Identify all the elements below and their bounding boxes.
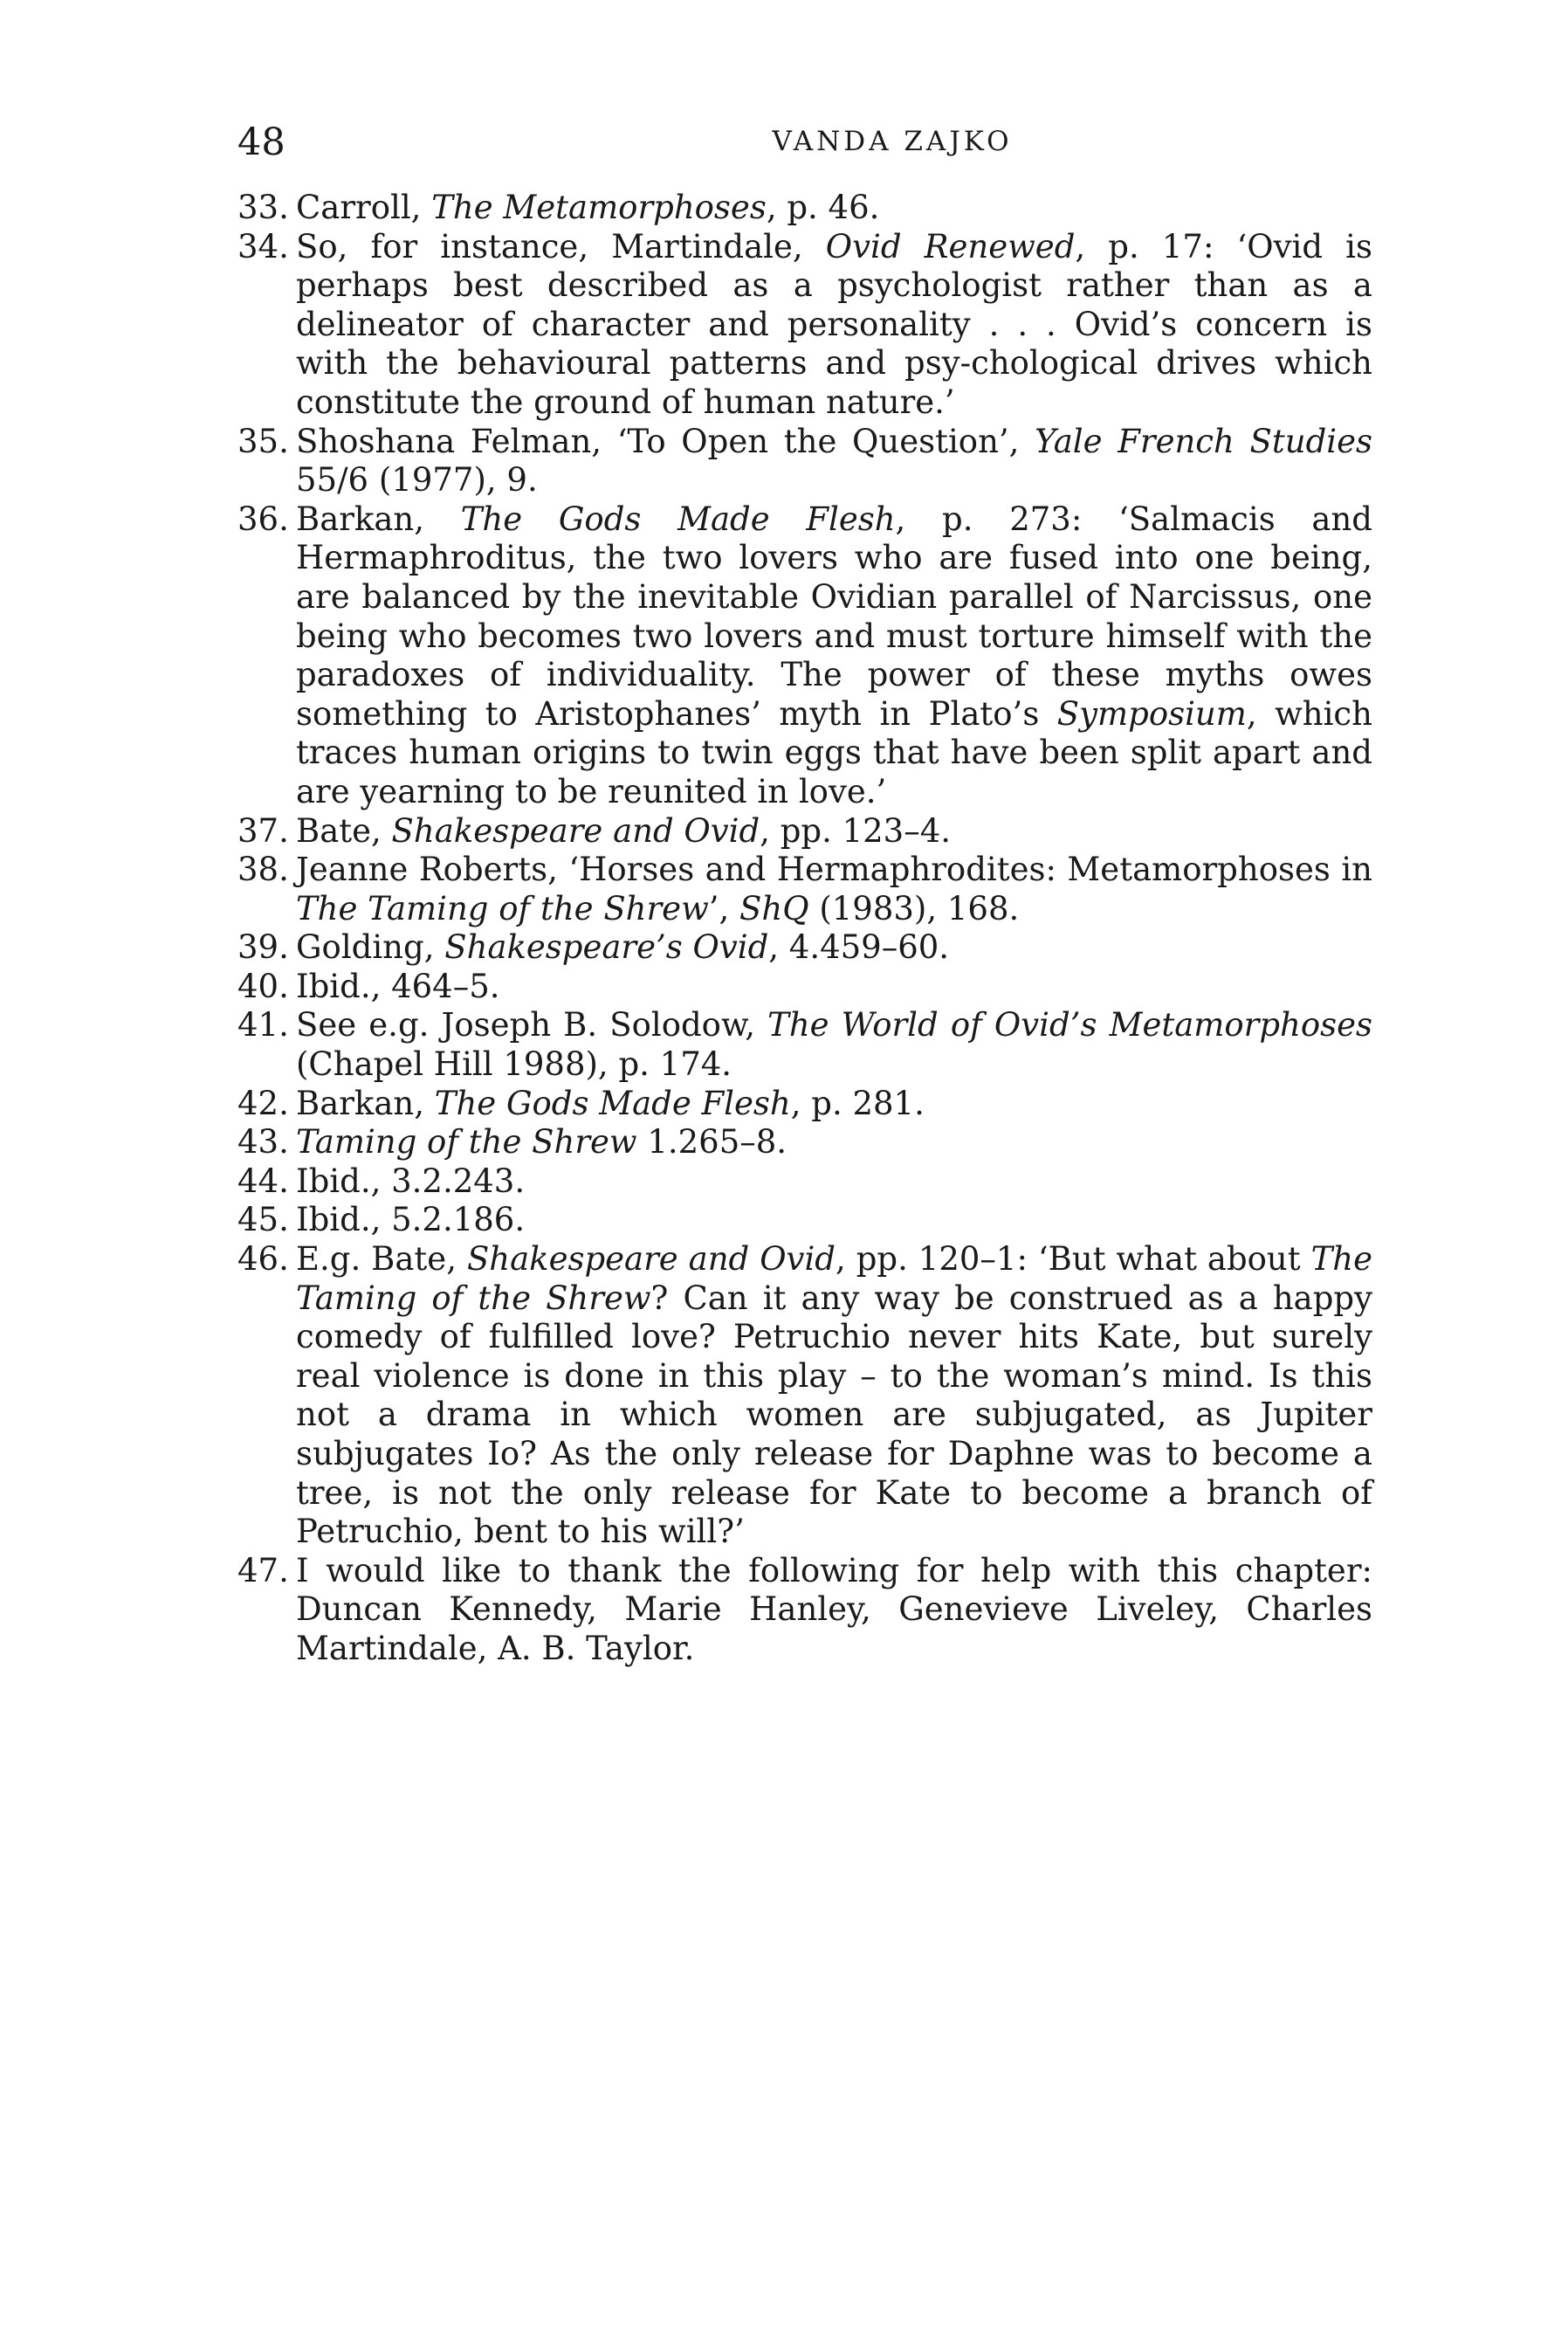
endnote-number: 44. <box>237 1162 289 1200</box>
endnote-text-segment: Barkan, <box>296 500 461 538</box>
endnote-text-segment: (Chapel Hill 1988), p. 174. <box>296 1045 732 1084</box>
endnote-text-segment: 55/6 (1977), 9. <box>296 461 538 500</box>
endnote-number: 33. <box>237 189 289 226</box>
endnote-text-segment: Shoshana Felman, ‘To Open the Question’, <box>296 422 1035 460</box>
endnote-text <box>296 928 949 966</box>
endnote-text-segment: , p. 17: ‘Ovid is perhaps best described as a psychologist rather than as a delineator of character and personality . . . Ovid’s concern is with the behavioural patterns and psy-chological drives which constitute the ground of human nature.’ <box>296 227 1373 421</box>
endnote-title-italic: Shakespeare and Ovid <box>391 811 760 850</box>
endnote-text <box>296 228 1372 421</box>
running-head-author: VANDA ZAJKO <box>772 126 1013 157</box>
endnote <box>237 423 1372 500</box>
endnote-number: 45. <box>237 1201 289 1239</box>
endnote-text-segment: Jeanne Roberts, ‘Horses and Hermaphrodites: Metamorphoses in <box>296 851 1372 889</box>
endnote-text <box>296 1552 1372 1667</box>
endnote-title-italic: Taming of the Shrew <box>296 1123 637 1162</box>
endnote-number: 41. <box>237 1006 289 1045</box>
endnote <box>237 228 1372 423</box>
endnote-text-segment: , p. 273: ‘Salmacis and Hermaphroditus, the two lovers who are fused into one being, are balanced by the inevitable Ovidian parallel of Narcissus, one being who becomes two lovers and must torture himself with the paradoxes of individuality. The power of these myths owes something to Aristophanes’ myth in Plato’s <box>296 500 1372 733</box>
endnote-title-italic: Ovid Renewed <box>825 227 1076 265</box>
endnote-title-italic: The Gods Made Flesh <box>460 500 896 538</box>
endnote-text <box>296 1162 525 1200</box>
endnote-title-italic: The Taming of the Shrew <box>296 889 709 927</box>
endnote-text <box>296 1085 925 1122</box>
endnote-text <box>296 812 951 850</box>
endnote-text-segment: Ibid., 5.2.186. <box>296 1201 526 1239</box>
endnote <box>237 851 1372 928</box>
endnote-text-segment: , p. 46. <box>766 189 880 226</box>
endnote-number: 47. <box>237 1551 289 1589</box>
endnote-title-italic: Shakespeare’s Ovid <box>444 928 769 967</box>
endnote-text <box>296 1123 787 1161</box>
endnote-number: 34. <box>237 227 289 265</box>
endnote-text-segment: Barkan, <box>296 1084 435 1122</box>
endnote-title-italic: The Metamorphoses <box>431 189 767 226</box>
endnote-text-segment: Ibid., 3.2.243. <box>296 1162 526 1200</box>
endnote-title-italic: ShQ <box>739 889 809 927</box>
endnote-title-italic: Yale French Studies <box>1035 422 1373 460</box>
endnote-text-segment: , 4.459–60. <box>768 928 950 967</box>
endnote-number: 40. <box>237 967 289 1005</box>
endnote-number: 42. <box>237 1084 289 1122</box>
endnote <box>237 1552 1372 1669</box>
endnote-text-segment: (1983), 168. <box>808 889 1020 927</box>
endnote-text-segment: ’, <box>708 889 740 927</box>
endnote-text-segment: See e.g. Joseph B. Solodow, <box>296 1006 768 1045</box>
endnote-title-italic: The Gods Made Flesh <box>434 1084 791 1122</box>
page-number: 48 <box>237 121 285 164</box>
endnote <box>237 968 1372 1007</box>
endnote <box>237 189 1372 228</box>
endnote <box>237 1162 1372 1202</box>
endnote <box>237 812 1372 851</box>
endnote-number: 35. <box>237 422 289 460</box>
endnote-text <box>296 423 1372 500</box>
endnote-text-segment: I would like to thank the following for help with this chapter: Duncan Kennedy, Marie Hanley, Genevieve Liveley, Charles Martindale, A. B. Taylor. <box>296 1551 1372 1667</box>
endnote-number: 43. <box>237 1123 289 1162</box>
endnote-title-italic: The World of Ovid’s Metamorphoses <box>767 1006 1372 1045</box>
endnote-text <box>296 851 1372 927</box>
endnote-text <box>296 1240 1372 1550</box>
endnote-title-italic: Symposium <box>1056 694 1247 733</box>
endnote-text <box>296 189 879 226</box>
endnote-number: 37. <box>237 811 289 850</box>
endnote-number: 46. <box>237 1240 289 1279</box>
endnote-text-segment: Golding, <box>296 928 445 967</box>
endnote-title-italic: The Taming of the Shrew <box>296 1240 1372 1317</box>
endnote-text-segment: , pp. 123–4. <box>760 811 952 850</box>
endnote-number: 39. <box>237 928 289 967</box>
endnote-text-segment: Ibid., 464–5. <box>296 967 500 1005</box>
endnote-text-segment: So, for instance, Martindale, <box>296 227 826 265</box>
endnote-text-segment: Carroll, <box>296 189 432 226</box>
endnote <box>237 1085 1372 1124</box>
endnote-text-segment: 1.265–8. <box>636 1123 787 1162</box>
endnote-number: 36. <box>237 500 289 538</box>
endnote-text-segment: E.g. Bate, <box>296 1240 467 1279</box>
endnote-text-segment: , p. 281. <box>790 1084 925 1122</box>
endnote <box>237 1123 1372 1162</box>
endnote-text-segment: , pp. 120–1: ‘But what about <box>835 1240 1311 1279</box>
endnote-text-segment: ? Can it any way be construed as a happy comedy of fulfilled love? Petruchio never hits Kate, but surely real violence is done in this play – to the woman’s mind. Is this not a drama in which women are subjugated, as Jupiter subjugates Io? As the only release for Daphne was to become a tree, is not the only release for Kate to become a branch of Petruchio, bent to his will?’ <box>296 1279 1372 1551</box>
endnote-text <box>296 1201 525 1238</box>
endnote <box>237 1201 1372 1240</box>
endnote-text <box>296 968 500 1005</box>
endnote-text-segment: , which traces human origins to twin eggs that have been split apart and are yearning to be reunited in love.’ <box>296 694 1372 810</box>
endnote-text <box>296 500 1372 810</box>
endnotes-list <box>237 189 1372 1669</box>
endnote <box>237 928 1372 968</box>
endnote <box>237 500 1372 812</box>
endnote-text-segment: Bate, <box>296 811 392 850</box>
endnote <box>237 1240 1372 1552</box>
endnote <box>237 1006 1372 1084</box>
endnote-title-italic: Shakespeare and Ovid <box>466 1240 836 1279</box>
running-head <box>237 121 1372 173</box>
endnote-number: 38. <box>237 851 289 889</box>
endnote-text <box>296 1006 1372 1083</box>
